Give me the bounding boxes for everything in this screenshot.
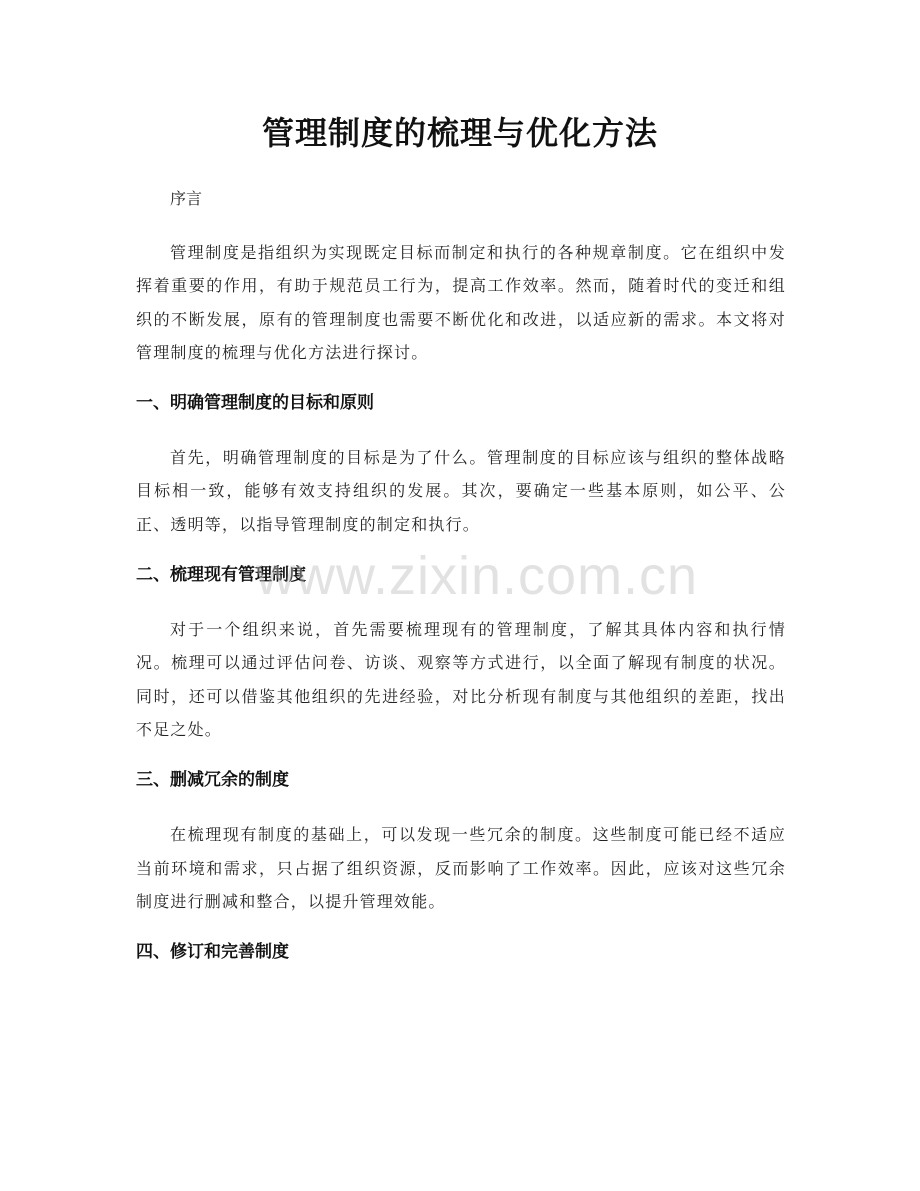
section-paragraph: 首先，明确管理制度的目标是为了什么。管理制度的目标应该与组织的整体战略目标相一致，能够有效支持组织的发展。其次，要确定一些基本原则，如公平、公正、透明等，以指导管理制度的制定和执行。 [136, 448, 786, 534]
section-heading: 四、修订和完善制度 [136, 942, 289, 963]
section-heading: 二、梳理现有管理制度 [136, 565, 306, 586]
section-heading: 一、明确管理制度的目标和原则 [136, 393, 374, 414]
section-paragraph: 在梳理现有制度的基础上，可以发现一些冗余的制度。这些制度可能已经不适应当前环境和需求，只占据了组织资源，反而影响了工作效率。因此，应该对这些冗余制度进行删减和整合，以提升管理效能。 [136, 825, 786, 911]
section-heading: 三、删减冗余的制度 [136, 770, 289, 791]
section-paragraph: 对于一个组织来说，首先需要梳理现有的管理制度，了解其具体内容和执行情况。梳理可以通过评估问卷、访谈、观察等方式进行，以全面了解现有制度的状况。同时，还可以借鉴其他组织的先进经验，对比分析现有制度与其他组织的差距，找出不足之处。 [136, 620, 786, 739]
preface-label: 序言 [170, 189, 203, 208]
document-title: 管理制度的梳理与优化方法 [261, 114, 658, 152]
watermark: www.zixin.com.cn [256, 546, 699, 606]
document-body [136, 180, 786, 990]
intro-paragraph: 管理制度是指组织为实现既定目标而制定和执行的各种规章制度。它在组织中发挥着重要的作用，有助于规范员工行为，提高工作效率。然而，随着时代的变迁和组织的不断发展，原有的管理制度也需要不断优化和改进，以适应新的需求。本文将对管理制度的梳理与优化方法进行探讨。 [136, 243, 786, 362]
